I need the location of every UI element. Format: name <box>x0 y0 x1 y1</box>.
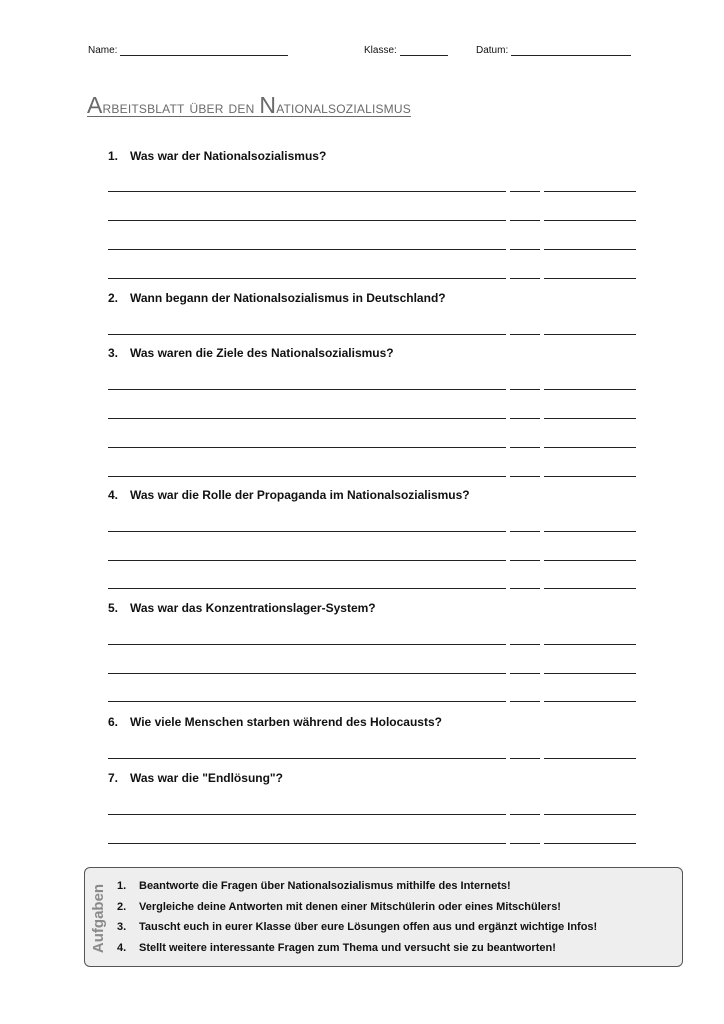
task-item: 1. Beantworte die Fragen über Nationalsozialismus mithilfe des Internets! <box>117 880 511 892</box>
answer-line[interactable] <box>108 673 636 674</box>
answer-line[interactable] <box>108 560 636 561</box>
datum-field[interactable] <box>476 44 631 56</box>
tasks-list <box>117 876 597 958</box>
answer-line[interactable] <box>108 418 636 419</box>
question-5 <box>108 600 636 616</box>
answer-line[interactable] <box>108 191 636 192</box>
question-2 <box>108 290 636 306</box>
answer-line[interactable] <box>108 334 636 335</box>
datum-line[interactable] <box>511 44 631 56</box>
answer-line[interactable] <box>108 278 636 279</box>
name-field[interactable] <box>88 44 288 56</box>
question-text: Was war das Konzentrationslager-System? <box>130 601 376 615</box>
question-number: 2. <box>108 291 119 305</box>
question-6 <box>108 714 636 730</box>
task-item: 2. Vergleiche deine Antworten mit denen einer Mitschülerin oder eines Mitschülers! <box>117 900 561 913</box>
question-4 <box>108 487 636 503</box>
answer-line[interactable] <box>108 220 636 221</box>
answer-line[interactable] <box>108 531 636 532</box>
klasse-label: Klasse: <box>364 45 397 56</box>
worksheet-header <box>88 44 640 62</box>
answer-line[interactable] <box>108 476 636 477</box>
question-text: Was war der Nationalsozialismus? <box>130 149 327 163</box>
answer-line[interactable] <box>108 843 636 844</box>
klasse-field[interactable] <box>364 44 448 56</box>
answer-line[interactable] <box>108 447 636 448</box>
tasks-side-label: Aufgaben <box>90 883 108 953</box>
answer-line[interactable] <box>108 644 636 645</box>
answer-line[interactable] <box>108 249 636 250</box>
klasse-line[interactable] <box>400 44 448 56</box>
answer-line[interactable] <box>108 814 636 815</box>
answer-line[interactable] <box>108 701 636 702</box>
question-number: 6. <box>108 715 119 729</box>
question-number: 3. <box>108 346 119 360</box>
answer-line[interactable] <box>108 588 636 589</box>
question-7 <box>108 770 636 786</box>
question-1 <box>108 148 636 164</box>
task-item: 3. Tauscht euch in eurer Klasse über eure Lösungen offen aus und ergänzt wichtige Infos! <box>117 921 598 933</box>
answer-line[interactable] <box>108 758 636 759</box>
question-text: Was waren die Ziele des Nationalsozialismus? <box>130 346 394 360</box>
tasks-box <box>84 867 683 967</box>
task-item: 4. Stellt weitere interessante Fragen zum Thema und versucht sie zu beantworten! <box>117 941 556 954</box>
question-number: 1. <box>108 149 119 163</box>
name-line[interactable] <box>120 44 288 56</box>
question-text: Wann begann der Nationalsozialismus in Deutschland? <box>130 291 446 305</box>
question-number: 7. <box>108 771 119 785</box>
answer-line[interactable] <box>108 389 636 390</box>
page-title: Arbeitsblatt über den Nationalsozialismus <box>87 92 411 118</box>
question-number: 4. <box>108 488 119 502</box>
name-label: Name: <box>88 45 118 56</box>
question-3 <box>108 345 636 361</box>
question-number: 5. <box>108 601 119 615</box>
question-text: Was war die "Endlösung"? <box>130 771 283 785</box>
question-text: Was war die Rolle der Propaganda im Nationalsozialismus? <box>130 488 470 502</box>
datum-label: Datum: <box>476 45 509 56</box>
question-text: Wie viele Menschen starben während des Holocausts? <box>130 715 442 729</box>
